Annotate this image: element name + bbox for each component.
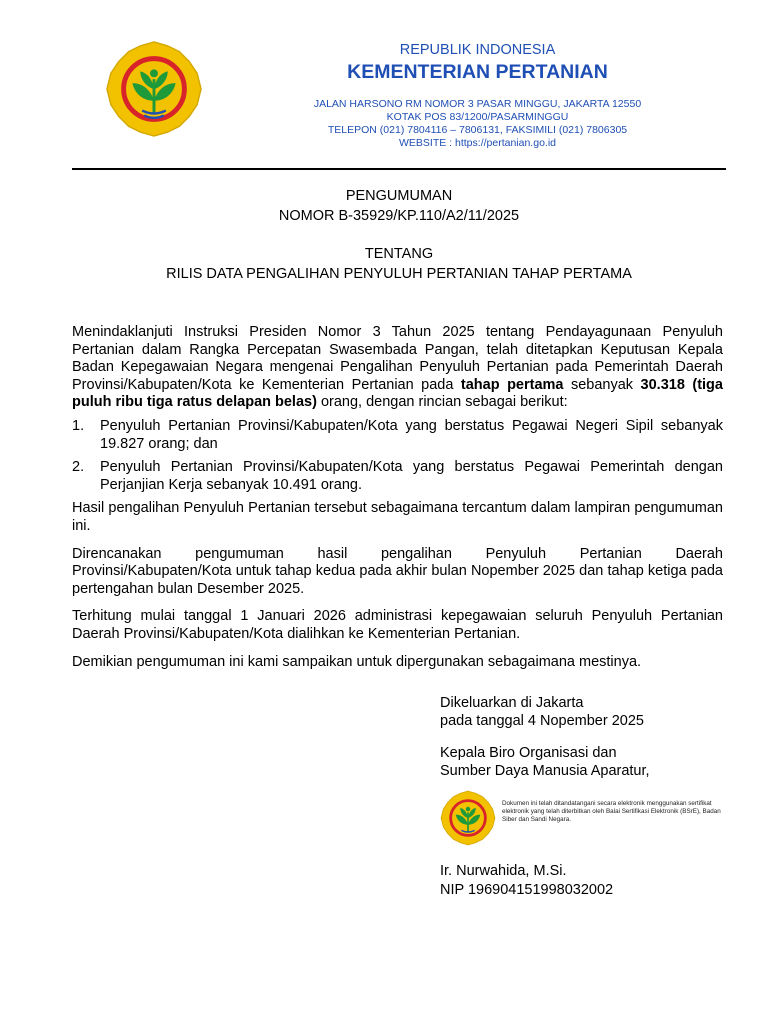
announcement-title [72,186,726,284]
issued-date: pada tanggal 4 Nopember 2025 [440,713,644,729]
signer [440,862,730,900]
effective-date-paragraph: Terhitung mulai tanggal 1 Januari 2026 administrasi kepegawaian seluruh Penyuluh Pertanian Daerah Provinsi/Kabupaten/Kota dialihkan ke Kementerian Pertanian. [72,608,723,642]
ministry-name: KEMENTERIAN PERTANIAN [347,61,608,83]
list-item-text: Penyuluh Pertanian Provinsi/Kabupaten/Kota yang berstatus Pegawai Pemerintah dengan Perjanjian Kerja sebanyak 10.491 orang. [100,459,723,493]
list-item-number: 1. [72,417,85,434]
list-item-number: 2. [72,459,85,476]
website-line: WEBSITE : https://pertanian.go.id [399,137,556,149]
signer-position-2: Sumber Daya Manusia Aparatur, [440,763,650,779]
letterhead-divider [72,168,726,170]
esign-note: Dokumen ini telah ditandatangani secara elektronik menggunakan sertifikat elektronik yang telah diterbitkan oleh Balai Sertifikasi Elektronik (BSrE), Badan Siber dan Sandi Negara. [502,800,721,823]
intro-text: Menindaklanjuti Instruksi Presiden Nomor 3 Tahun 2025 tentang Pendayagunaan Penyuluh Pertanian dalam Rangka Percepatan Swasembada Pangan, telah ditetapkan Keputusan Kepala Badan Kepegawaian Negara mengenai Pengalihan Penyuluh Pertanian pada Pemerintah Daerah Provinsi/Kabupaten/Kota ke Kementerian Pertanian pada [72,324,723,393]
intro-paragraph [72,324,723,412]
schedule-rest: Provinsi/Kabupaten/Kota untuk tahap kedua pada akhir bulan Nopember 2025 dan tahap ketiga pada pertengahan bulan Desember 2025. [72,563,723,597]
signature-block [440,694,730,780]
closing-paragraph: Demikian pengumuman ini kami sampaikan untuk dipergunakan sebagaimana mestinya. [72,653,642,670]
signer-nip: NIP 196904151998032002 [440,882,614,898]
title-about: TENTANG [364,246,434,262]
intro-total: 30.318 (tiga puluh ribu tiga ratus delapan belas) [72,376,723,411]
list-item [72,418,723,453]
intro-phase: tahap pertama [460,376,564,393]
signer-position: Kepala Biro Organisasi dan [440,745,617,761]
list-item [72,459,723,494]
country-name: REPUBLIK INDONESIA [399,42,556,58]
signer-name: Ir. Nurwahida, M.Si. [440,863,567,879]
address-line: JALAN HARSONO RM NOMOR 3 PASAR MINGGU, JAKARTA 12550 [313,98,642,110]
intro-text: sebanyak [563,376,641,393]
schedule-paragraph [72,546,723,599]
electronic-signature [440,790,730,848]
pobox-line: KOTAK POS 83/1200/PASARMINGGU [386,111,569,123]
phone-line: TELEPON (021) 7804116 – 7806131, FAKSIMILI (021) 7806305 [327,124,628,136]
ministry-address [215,98,740,150]
kementan-emblem-icon [440,790,496,846]
attachment-paragraph: Hasil pengalihan Penyuluh Pertanian tersebut sebagaimana tercantum dalam lampiran pengumuman ini. [72,500,723,534]
schedule-first-line: Direncanakan pengumuman hasil pengalihan Penyuluh Pertanian Daerah [72,545,723,562]
list-item-text: Penyuluh Pertanian Provinsi/Kabupaten/Kota yang berstatus Pegawai Negeri Sipil sebanyak 19.827 orang; dan [100,417,723,452]
detail-list [72,418,723,494]
issued-place: Dikeluarkan di Jakarta [440,695,584,711]
title-heading: PENGUMUMAN [345,188,453,204]
letterhead [215,40,740,150]
intro-text: orang, dengan rincian sebagai berikut: [316,394,568,411]
title-subject: RILIS DATA PENGALIHAN PENYULUH PERTANIAN TAHAP PERTAMA [166,266,632,282]
announcement-body [72,324,723,681]
title-number: NOMOR B-35929/KP.110/A2/11/2025 [278,208,520,224]
kementan-emblem-icon [105,40,203,138]
